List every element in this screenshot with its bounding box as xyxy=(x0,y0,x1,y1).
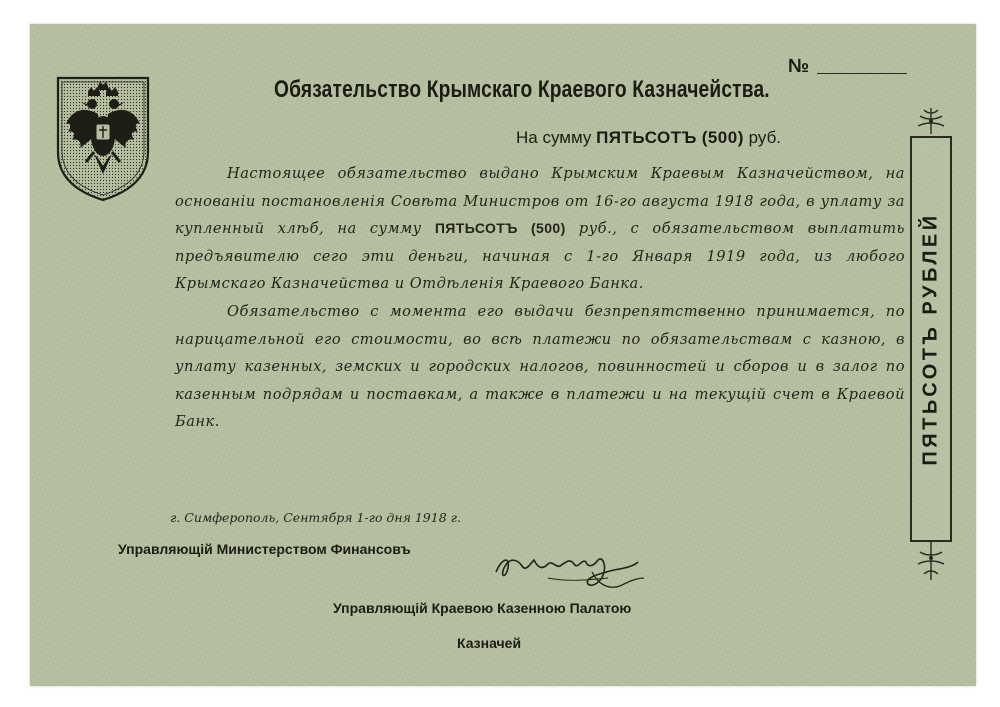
ornament-top-icon xyxy=(910,106,952,136)
serial-number-blank xyxy=(817,73,907,74)
ornament-bottom-icon xyxy=(910,538,952,582)
serial-number-field xyxy=(788,56,907,78)
amount-figure: (500) xyxy=(701,128,744,147)
paragraph-issuance-b: руб., с обязательством выплатить предъявителю сего эти деньги, начиная с 1-го Января 1919 года, из любого Крымскаго Казначейства и Отдѣленія Краевого Банка. xyxy=(175,220,905,293)
side-denomination-label: ПЯТЬСОТЪ РУБЛЕЙ xyxy=(919,212,942,466)
paragraph-issuance-a: Настоящее обязательство выдано Крымским Краевым Казначейством, на основаніи постановленія Совѣта Министров от 16-го августа 1918 года, в уплату за купленный хлѣб, на сумму xyxy=(175,165,905,238)
paragraph-amount-words: ПЯТЬСОТЪ xyxy=(434,220,518,237)
double-headed-eagle-icon xyxy=(54,74,152,204)
document-title: Обязательство Крымскаго Краевого Казначейства. xyxy=(274,76,770,103)
chamber-manager-label: Управляющій Краевою Казенною Палатою xyxy=(333,600,632,616)
amount-words: ПЯТЬСОТЪ xyxy=(596,128,697,147)
treasurer-label: Казначей xyxy=(457,635,522,651)
banknote-paper xyxy=(30,24,976,686)
obligation-text xyxy=(175,160,905,436)
place-date: г. Симферополь, Сентября 1-го дня 1918 г. xyxy=(170,510,461,525)
paragraph-acceptance: Обязательство с момента его выдачи безпрепятственно принимается, по нарицательной его стоимости, во всѣ платежи по обязательствам с казною, в уплату казенных, земских и городских налогов, повинностей и сборов и в залог по казенным подрядам и поставкам, а также в платежи и на текущій счет в Краевой Банк. xyxy=(175,302,905,431)
amount-suffix: руб. xyxy=(748,128,782,147)
number-sign: № xyxy=(788,56,810,77)
paragraph-amount-figure: (500) xyxy=(530,220,566,237)
amount-prefix: На сумму xyxy=(516,128,592,147)
finance-minister-label: Управляющій Министерством Финансовъ xyxy=(118,541,411,557)
side-denomination-panel xyxy=(910,136,952,542)
amount-line xyxy=(516,128,781,148)
paragraph-issuance xyxy=(175,160,905,298)
signature-icon xyxy=(488,538,658,598)
